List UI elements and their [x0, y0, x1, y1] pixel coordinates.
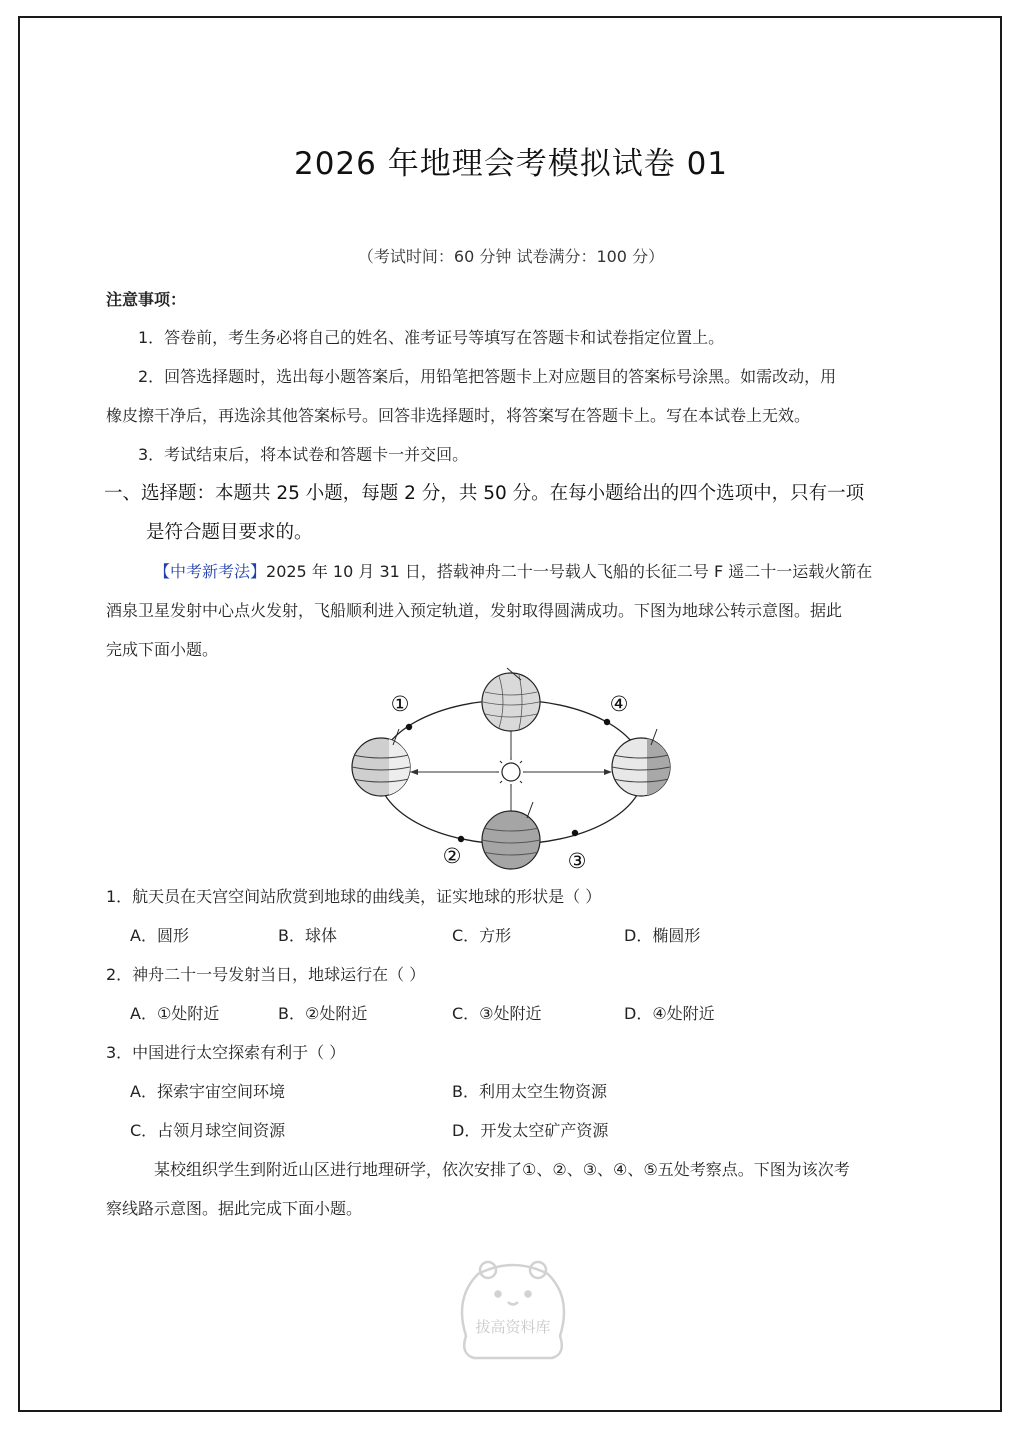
- question-1-stem: 1．航天员在天宫空间站欣赏到地球的曲线美，证实地球的形状是（ ）: [106, 887, 602, 906]
- q2-option-c: C．③处附近: [452, 1004, 542, 1023]
- sun-icon: [496, 757, 526, 787]
- q1-option-c: C．方形: [452, 926, 512, 945]
- notice-item-1: 1．答卷前，考生务必将自己的姓名、准考证号等填写在答题卡和试卷指定位置上。: [138, 328, 725, 347]
- orbit-dot-4: [604, 719, 610, 725]
- earth-right-icon: [612, 729, 677, 797]
- q1-option-b: B．球体: [278, 926, 337, 945]
- passage1-line3: 完成下面小题。: [106, 640, 219, 659]
- label-position-3: ③: [567, 849, 587, 873]
- orbit-dot-2: [458, 836, 464, 842]
- label-position-2: ②: [442, 844, 462, 868]
- bear-icon: [462, 1262, 564, 1358]
- q3-option-c: C．占领月球空间资源: [130, 1121, 286, 1140]
- notice-item-3: 3．考试结束后，将本试卷和答题卡一并交回。: [138, 445, 469, 464]
- watermark-text: 拔高资料库: [475, 1318, 551, 1336]
- exam-meta: （考试时间：60 分钟 试卷满分：100 分）: [357, 247, 665, 266]
- new-exam-tag: 【中考新考法】: [154, 562, 267, 581]
- question-2-stem: 2．神舟二十一号发射当日，地球运行在（ ）: [106, 965, 426, 984]
- q2-option-a: A．①处附近: [130, 1004, 220, 1023]
- passage2-line1: 某校组织学生到附近山区进行地理研学，依次安排了①、②、③、④、⑤五处考察点。下图为该次考: [154, 1160, 850, 1179]
- earth-revolution-diagram: [340, 660, 685, 880]
- q2-option-b: B．②处附近: [278, 1004, 368, 1023]
- orbit-dot-3: [572, 830, 578, 836]
- q3-option-d: D．开发太空矿产资源: [452, 1121, 609, 1140]
- bear-watermark: [448, 1258, 578, 1368]
- label-position-4: ④: [609, 692, 629, 716]
- earth-bottom-icon: [482, 802, 540, 869]
- notice-item-2-cont: 橡皮擦干净后，再选涂其他答案标号。回答非选择题时，将答案写在答题卡上。写在本试卷上无效。: [106, 406, 811, 425]
- q1-option-d: D．椭圆形: [624, 926, 701, 945]
- q3-option-a: A．探索宇宙空间环境: [130, 1082, 285, 1101]
- exam-title: 2026 年地理会考模拟试卷 01: [293, 146, 729, 182]
- question-3-stem: 3．中国进行太空探索有利于（ ）: [106, 1043, 346, 1062]
- arrow-left-head: [410, 769, 418, 775]
- notice-item-2: 2．回答选择题时，选出每小题答案后，用铅笔把答题卡上对应题目的答案标号涂黑。如需改动，用: [138, 367, 837, 386]
- q2-option-d: D．④处附近: [624, 1004, 715, 1023]
- section-heading: 一、选择题：本题共 25 小题，每题 2 分，共 50 分。在每小题给出的四个选项中，只有一项: [104, 483, 865, 504]
- section-heading-cont: 是符合题目要求的。: [146, 522, 313, 543]
- q3-option-b: B．利用太空生物资源: [452, 1082, 607, 1101]
- earth-left-icon: [352, 729, 419, 797]
- passage1-line2: 酒泉卫星发射中心点火发射，飞船顺利进入预定轨道，发射取得圆满成功。下图为地球公转示意图。据此: [106, 601, 843, 620]
- passage1-line1-text: 2025 年 10 月 31 日，搭载神舟二十一号载人飞船的长征二号 F 遥二十一运载火箭在: [266, 562, 873, 581]
- earth-top-icon: [482, 668, 540, 742]
- label-position-1: ①: [390, 692, 410, 716]
- notice-heading: 注意事项：: [106, 290, 187, 309]
- q1-option-a: A．圆形: [130, 926, 189, 945]
- passage1-line1: [154, 559, 872, 582]
- arrow-right-head: [604, 769, 612, 775]
- passage2-line2: 察线路示意图。据此完成下面小题。: [106, 1199, 363, 1218]
- orbit-dot-1: [406, 724, 412, 730]
